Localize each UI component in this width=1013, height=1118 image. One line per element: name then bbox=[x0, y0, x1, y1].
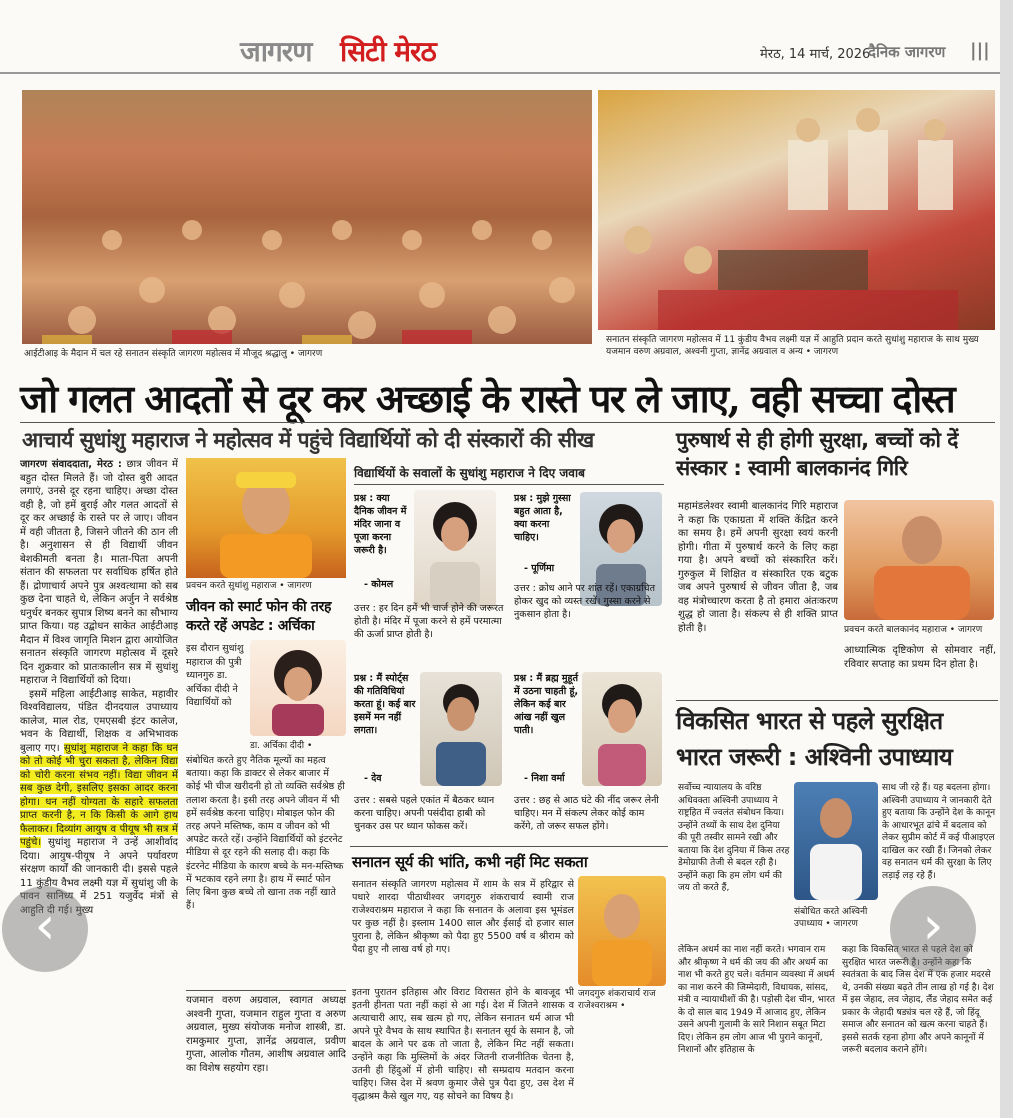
qa-item-3-question: प्रश्न : मैं स्पोर्ट्स की गतिविधियां करता हूं। कई बार इसमें मन नहीं लगता। bbox=[354, 673, 416, 736]
ashwini-illustration bbox=[794, 782, 878, 900]
speaker-illustration bbox=[186, 458, 346, 578]
qa-item-2-question: प्रश्न : मुझे गुस्सा बहुत आता है, क्या करना चाहिए। bbox=[514, 493, 571, 543]
sanatan-top-rule bbox=[350, 846, 668, 847]
ashwini-top-rule bbox=[676, 700, 998, 701]
archika-text: संबोधित करते हुए नैतिक मूल्यों का महत्व बताया। कहा कि डाक्टर से लेकर बाजार में कोई भी चीज खरीदनी हो तो व्यक्ति सर्वश्रेष्ठ ही तलाश करता है। इसी तरह अपने जीवन में भी हमें सर्वश्रेष्ठ करना चाहिए। मोबाइल फोन की तरह अपने मस्तिष्क, काम व जीवन को भी अपडेट करते रहें। उन्होंने विद्यार्थियों को इंटरनेट मीडिया से दूर रहने की सलाह दी। कहा कि इंटरनेट मीडिया के कारण बच्चे के मन-मस्तिष्क में भटकाव रहने लगा है। हाथ में स्मार्ट फोन लिए बिना कुछ बच्चे तो खाना तक नहीं खाते हैं। bbox=[186, 755, 345, 912]
student-illustration-4 bbox=[582, 672, 662, 786]
main-story-para2: इसमें महिला आईटीआइ साकेत, महावीर विश्वविद्यालय, पंडित दीनदयाल उपाध्याय कालेज, माल रोड, एमएसबी इंटर कालेज, भवन के विद्यार्थी, शिक्षक व अभिभावक बुलाए गए। bbox=[20, 688, 178, 754]
archika-box-title: जीवन को स्मार्ट फोन की तरह करते रहें अपडेट : अर्चिका bbox=[186, 599, 332, 634]
archika-illustration bbox=[250, 640, 346, 736]
byline: जागरण संवाददाता, मेरठ : bbox=[20, 459, 122, 470]
subheadline: आचार्य सुधांशु महाराज ने महोत्सव में पहुंचे विद्यार्थियों को दी संस्कारों की सीख bbox=[22, 428, 594, 452]
crowd-illustration bbox=[22, 90, 592, 344]
shankaracharya-caption: जगदगुरु शंकराचार्य राज राजेश्वराश्रम • bbox=[578, 989, 656, 1011]
ashwini-title-line1: विकसित भारत से पहले सुरक्षित bbox=[676, 707, 943, 735]
dateline: मेरठ, 14 मार्च, 2026 bbox=[760, 47, 871, 62]
yajna-photo-caption: सनातन संस्कृति जागरण महोत्सव में 11 कुंडीय वैभव लक्ष्मी यज्ञ में आहुति प्रदान करते सुधांशु महाराज के साथ मुख्य यजमान वरुण अग्रवाल, अश्वनी गुप्ता, ज्ञानेंद्र अग्रवाल व अन्य • जागरण bbox=[606, 335, 979, 357]
ashwini-title-line2: भारत जरूरी : अश्विनी उपाध्याय bbox=[676, 743, 953, 771]
qa-item-2-answer: उत्तर : क्रोध आने पर शांत रहें। एकाग्रचित होकर खुद को व्यस्त रखें। गुस्सा करने से नुकसान होता है। bbox=[514, 583, 655, 620]
yajna-photo bbox=[598, 90, 995, 330]
ashwini-text-left: सर्वोच्च न्यायालय के वरिष्ठ अधिवक्ता अश्विनी उपाध्याय ने राष्ट्रहित में ज्वलंत संबोधन किया। उन्होंने तथ्यों के साथ देश दुनिया की पूरी तस्वीर सामने रखी और बताया कि देश दुनिया में किस तरह डेमोग्राफी तेजी से बदल रही है। उन्होंने कहा कि हम लोग धर्म की जय तो करते हैं, bbox=[678, 783, 790, 893]
main-story-column bbox=[20, 458, 178, 1108]
qa-student-photo-4 bbox=[582, 672, 662, 786]
balkanand-photo bbox=[844, 500, 994, 620]
balkanand-title: पुरुषार्थ से ही होगी सुरक्षा, बच्चों को दें संस्कार : स्वामी बालकानंद गिरि bbox=[676, 428, 958, 480]
qa-item-4-answer: उत्तर : छह से आठ घंटे की नींद जरूर लेनी चाहिए। मन में संकल्प लेकर कोई काम करेंगे, तो जरूर सफल होंगे। bbox=[514, 795, 659, 832]
sudhanshu-photo bbox=[186, 458, 346, 578]
headline-rule bbox=[20, 422, 995, 423]
sudhanshu-caption: प्रवचन करते सुधांशु महाराज • जागरण bbox=[186, 581, 312, 591]
crowd-photo-caption: आईटीआइ के मैदान में चल रहे सनातन संस्कृति जागरण महोत्सव में मौजूद श्रद्धालु • जागरण bbox=[24, 349, 323, 359]
balkanand-text: महामंडलेश्वर स्वामी बालकानंद गिरि महाराज ने कहा कि एकाग्रता में शक्ति केंद्रित करने का समय है। हमें अपनी सुरक्षा स्वयं करनी होगी। गीता में पुरुषार्थ करने के लिए कहा गया है। अपने बच्चों को संस्कारित करें। गुरुकुल में शिक्षित व संस्कारित एक बटुक जब अपने पुरुषार्थ से जीवन जीता है, जब वह मंत्रोच्चारण करता है तो हमारा अंतःकरण शुद्ध हो जाता है। संकल्प से ही शक्ति प्राप्त होती है। bbox=[678, 501, 838, 634]
ashwini-text-bottom-right: कहा कि विकसित भारत से पहले देश को सुरक्षित भारत जरूरी है। उन्होंने कहा कि स्वतंत्रता के बाद जिस देश में एक हजार मदरसे थे, उनकी संख्या बढ़ते तीन लाख हो गई है। देश में इस जेहाद, लव जेहाद, लैंड जेहाद समेत कई प्रकार के जेहादी षड्यंत्र चल रहे हैं, जो हिंदू समाज और सनातन को खत्म करना चाहते हैं। इससे सतर्क रहना होगा और अपने कानूनों में जरूरी बदलाव कराने होंगे। bbox=[842, 945, 994, 1055]
sanatan-box-title: सनातन सूर्य की भांति, कभी नहीं मिट सकता bbox=[352, 853, 588, 871]
ashwini-text-bottom-left: लेकिन अधर्म का नाश नहीं करते। भगवान राम और श्रीकृष्ण ने धर्म की जय की और अधर्म का नाश भी करते हुए चले। वर्तमान व्यवस्था में अधर्म का नाश करने की जिम्मेदारी, विधायक, सांसद, मंत्री व न्यायाधीशों की है। पड़ोसी देश चीन, भारत के दो साल बाद 1949 में आजाद हुए, लेकिन उसने अपनी गुलामी के सारे निशान सबूत मिटा दिए। लेकिन हम लोग आज भी पुराने कानूनों, निशानों और इतिहास के bbox=[678, 945, 836, 1055]
qa-item-4-asker: - निशा वर्मा bbox=[524, 773, 565, 784]
qa-item-1-asker: - कोमल bbox=[364, 579, 394, 590]
paper-name: दैनिक जागरण bbox=[868, 43, 946, 61]
sanatan-text-2: इतना पुरातन इतिहास और विराट विरासत होने के बावजूद भी इतनी हीनता पता नहीं कहां से आ गई। देश में जितने शासक व अत्याचारी आए, सब खत्म हो गए, लेकिन सनातन धर्म आज भी अपने पूरे वैभव के साथ स्थापित है। सनातन सूर्य के समान है, जो बादल के आने पर ढक तो जाता है, लेकिन मिट नहीं सकता। उन्होंने कहा कि मुस्लिमों के अंदर जितनी राजनीतिक चेतना है, उतनी ही हिंदुओं में होनी चाहिए। सौ सम्प्रदाय मतदान करना चाहिए। जिस देश में श्रवण कुमार जैसे पुत्र पैदा हुए, उस देश में वृद्धाश्रम कैसे खुल गए, यह सोचने का विषय है। bbox=[352, 987, 574, 1102]
ashwini-caption: संबोधित करते अश्विनी उपाध्याय • जागरण bbox=[794, 907, 868, 929]
next-page-button[interactable]: › bbox=[890, 886, 976, 972]
qa-item-2-asker: - पूर्णिमा bbox=[524, 563, 555, 574]
prev-page-button[interactable]: ‹ bbox=[2, 886, 88, 972]
archika-photo bbox=[250, 640, 346, 736]
sanatan-text-1: सनातन संस्कृति जागरण महोत्सव में शाम के सत्र में हरिद्वार से पधारे शारदा पीठाधीश्वर जगदगुरु शंकराचार्य स्वामी राज राजेश्वराश्रम महाराज ने कहा कि सनातन के अलावा इस भूमंडल पर कुछ नहीं है। इस्लाम 1400 साल और ईसाई दो हजार साल पुराना है, लेकिन श्रीकृष्ण को पैदा हुए 5500 वर्ष व श्रीराम को पैदा हुए नौ लाख वर्ष हो गए। bbox=[352, 879, 574, 955]
crowd-photo bbox=[22, 90, 592, 344]
qa-student-photo-3 bbox=[420, 672, 502, 786]
yajman-text: यजमान वरुण अग्रवाल, स्वागत अध्यक्ष अश्वनी गुप्ता, यजमान राहुल गुप्ता व अरुण अग्रवाल, मुख्य संयोजक मनोज शास्त्री, डा. रामकुमार गुप्ता, ज्ञानेंद्र अग्रवाल, प्रवीण गुप्ता, आलोक गौतम, आशीष अग्रवाल आदि का विशेष सहयोग रहा। bbox=[186, 995, 346, 1074]
archika-caption: डा. अर्चिका दीदी • bbox=[250, 741, 313, 751]
qa-title-rule bbox=[354, 484, 664, 485]
archika-intro: इस दौरान सुधांशु महाराज की पुत्री ध्यानगुरु डा. अर्चिका दीदी ने विद्यार्थियों को bbox=[186, 643, 244, 708]
masthead-city: सिटी मेरठ bbox=[340, 35, 436, 68]
qa-item-4-question: प्रश्न : मैं ब्रह्म मुहूर्त में उठना चाहती हूं, लेकिन कई बार आंख नहीं खुल पाती। bbox=[514, 673, 579, 736]
page-headline: जो गलत आदतों से दूर कर अच्छाई के रास्ते पर ले जाए, वही सच्चा दोस्त bbox=[20, 376, 955, 421]
archika-bottom-rule bbox=[186, 990, 346, 991]
shankaracharya-illustration bbox=[578, 876, 666, 986]
balkanand-caption: प्रवचन करते बालकानंद महाराज • जागरण bbox=[844, 625, 983, 635]
bars-icon: ||| bbox=[970, 40, 990, 61]
ashwini-photo bbox=[794, 782, 878, 900]
qa-item-1-question: प्रश्न : क्या दैनिक जीवन में मंदिर जाना व पूजा करना जरूरी है। bbox=[354, 493, 407, 556]
student-illustration-1 bbox=[414, 490, 496, 608]
balkanand-text-2: आध्यात्मिक दृष्टिकोण से सोमवार नहीं, रविवार सप्ताह का प्रथम दिन होता है। bbox=[844, 645, 996, 670]
ashwini-text-right: साथ जी रहे हैं। यह बदलना होगा। अश्विनी उपाध्याय ने जानकारी देते हुए बताया कि उन्होंने देश के कानून के आधारभूत ढांचे में बदलाव को लेकर सुप्रीम कोर्ट में कई पीआइएल दाखिल कर रखी हैं। जिनको लेकर वह सनातन धर्म की सुरक्षा के लिए लड़ाई लड़ रहे हैं। bbox=[882, 783, 996, 881]
shankaracharya-photo bbox=[578, 876, 666, 986]
yajna-illustration bbox=[598, 90, 995, 330]
student-illustration-3 bbox=[420, 672, 502, 786]
qa-item-3-answer: उत्तर : सबसे पहले एकांत में बैठकर ध्यान करना चाहिए। अपनी पसंदीदा हाबी को चुनकर उस पर ध्यान फोकस करें। bbox=[354, 795, 495, 832]
masthead-brand: जागरण bbox=[240, 35, 312, 68]
qa-section-title: विद्यार्थियों के सवालों के सुधांशु महाराज ने दिए जवाब bbox=[354, 466, 585, 480]
balkanand-illustration bbox=[844, 500, 994, 620]
highlighted-passage: सुधांशु महाराज ने कहा कि धन को तो कोई भी चुरा सकता है, लेकिन विद्या को चोरी करना संभव नहीं। विद्या जीवन में सब कुछ देगी, इसलिए इसका आदर करना होगा। धन नहीं योग्यता के सहारे सफलता प्राप्त करनी है, न कि किसी के आगे हाथ फैलाकर। दिव्यांग आयुष व पीयूष भी सत्र में पहुंचे। bbox=[20, 742, 178, 848]
qa-item-3-asker: - देव bbox=[364, 773, 382, 784]
main-story-para1: छात्र जीवन में बहुत दोस्त मिलते हैं। जो दोस्त बुरी आदत लगाएं, उनसे दूर रहना चाहिए। अच्छा दोस्त वही है, जो हमें बुराई और गलत आदतों से दूर कर अच्छाई के रास्ते पर ले जाए। जीवन में वही जीतता है, जिसने जीतने की ठान ली है। अनुशासन से ही विद्यार्थी जीवन बेशकीमती बनता है। माता-पिता अपनी संतान की सफलता पर सर्वाधिक हर्षित होते हैं। द्रोणाचार्य अपने पुत्र अश्वत्थामा को सब कुछ देना चाहते थे, लेकिन अर्जुन ने सर्वश्रेष्ठ धनुर्धर बनकर सुपात्र शिष्य बनने का सौभाग्य प्राप्त किया। यह उद्बोधन साकेत आईटीआइ मैदान में विश्व जागृति मिशन द्वारा आयोजित सनातन संस्कृति जागरण महोत्सव में दूसरे दिन शुक्रवार को प्रातःकालीन सत्र में सुधांशु महाराज ने विद्यार्थियों को दिया। bbox=[20, 459, 178, 686]
qa-item-1-answer: उत्तर : हर दिन हमें भी चार्ज होने की जरूरत होती है। मंदिर में पूजा करने से हमें परमात्मा की ऊर्जा प्राप्त होती है। bbox=[354, 603, 504, 640]
qa-student-photo-1 bbox=[414, 490, 496, 608]
main-story-para3: सुधांशु महाराज ने उन्हें आशीर्वाद दिया। आयुष-पीयूष ने अपने पर्यावरण संरक्षण कार्यों की जानकारी दी। इससे पहले 11 कुंडीय वैभव लक्ष्मी यज्ञ में सुधांशु जी के पावन सानिध्य में 251 यजुर्वेद मंत्रों से आहुति दी गई। मुख्य bbox=[20, 837, 178, 916]
